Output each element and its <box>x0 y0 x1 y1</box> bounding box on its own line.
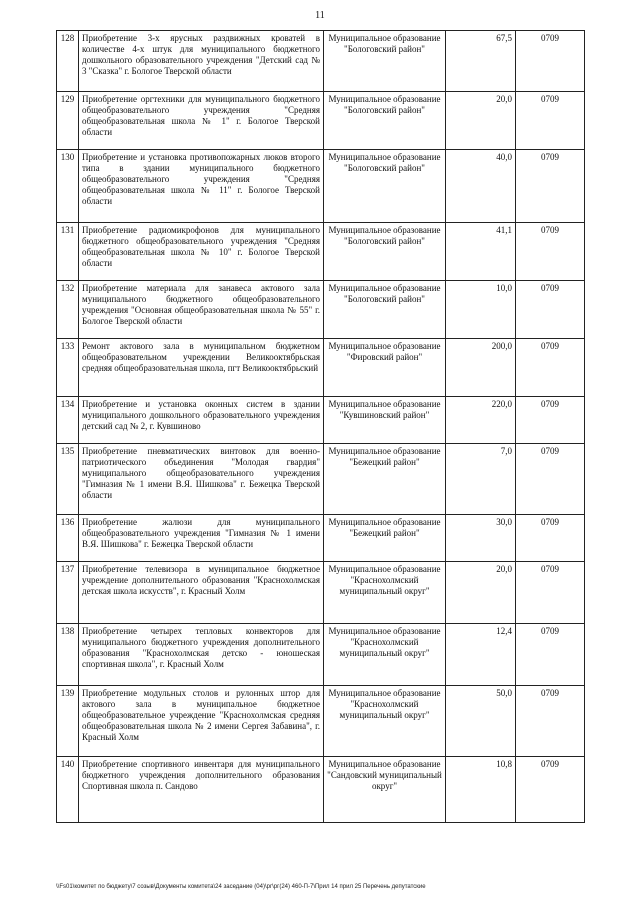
row-amount: 220,0 <box>446 397 516 444</box>
file-path-footer: \\Fs01\комитет по бюджету\7 созыв\Документы комитета\24 заседание (04)\рг\рг(24) 460-П-7\Прил 14 прил 25 Перечень депутатские <box>56 884 426 890</box>
row-description: Приобретение материала для занавеса актового зала муниципального бюджетного общеобразовательного учреждения "Основная общеобразовательная школа № 55" г. Бологое Тверской области <box>79 281 324 339</box>
row-description: Приобретение 3-х ярусных раздвижных кроватей в количестве 4-х штук для муниципального бюджетного дошкольного образовательного учреждения "Детский сад № 3 "Сказка" г. Бологое Тверской области <box>79 31 324 92</box>
row-amount: 50,0 <box>446 686 516 757</box>
row-municipality: Муниципальное образование "Краснохолмский муниципальный округ" <box>324 624 446 686</box>
row-budget-code: 0709 <box>516 397 585 444</box>
row-number: 136 <box>57 515 79 562</box>
row-amount: 40,0 <box>446 150 516 223</box>
row-description: Ремонт актового зала в муниципальном бюджетном общеобразовательном учреждении Великооктябрьская средняя общеобразовательная школа, пгт Великооктябрьский <box>79 339 324 397</box>
table-row <box>57 624 585 686</box>
row-municipality: Муниципальное образование "Бежецкий район" <box>324 515 446 562</box>
table-row <box>57 562 585 624</box>
row-budget-code: 0709 <box>516 686 585 757</box>
row-budget-code: 0709 <box>516 150 585 223</box>
row-amount: 7,0 <box>446 444 516 515</box>
table-row <box>57 515 585 562</box>
row-budget-code: 0709 <box>516 281 585 339</box>
table-row <box>57 281 585 339</box>
row-number: 134 <box>57 397 79 444</box>
row-budget-code: 0709 <box>516 444 585 515</box>
row-municipality: Муниципальное образование "Бологовский район" <box>324 150 446 223</box>
row-number: 128 <box>57 31 79 92</box>
table-row <box>57 31 585 92</box>
table-row <box>57 150 585 223</box>
row-number: 131 <box>57 223 79 281</box>
row-description: Приобретение четырех тепловых конвекторов для муниципального бюджетного учреждения дополнительного образования "Краснохолмская детско - юношеская спортивная школа", г. Красный Холм <box>79 624 324 686</box>
row-municipality: Муниципальное образование "Бологовский район" <box>324 223 446 281</box>
row-municipality: Муниципальное образование "Кувшиновский район" <box>324 397 446 444</box>
row-budget-code: 0709 <box>516 515 585 562</box>
row-municipality: Муниципальное образование "Бежецкий район" <box>324 444 446 515</box>
row-municipality: Муниципальное образование "Бологовский район" <box>324 92 446 150</box>
table-row <box>57 686 585 757</box>
table-row <box>57 223 585 281</box>
page-number: 11 <box>315 10 325 21</box>
row-number: 129 <box>57 92 79 150</box>
row-amount: 200,0 <box>446 339 516 397</box>
row-description: Приобретение модульных столов и рулонных штор для актового зала в муниципальное бюджетное общеобразовательное учреждение "Краснохолмская средняя общеобразовательная школа № 2 имени Сергея Забавина", г. Красный Холм <box>79 686 324 757</box>
row-description: Приобретение оргтехники для муниципального бюджетного общеобразовательного учреждения "Средняя общеобразовательная школа № 1" г. Бологое Тверской области <box>79 92 324 150</box>
row-amount: 30,0 <box>446 515 516 562</box>
row-budget-code: 0709 <box>516 339 585 397</box>
row-number: 132 <box>57 281 79 339</box>
row-budget-code: 0709 <box>516 31 585 92</box>
table-row <box>57 757 585 823</box>
row-number: 130 <box>57 150 79 223</box>
row-amount: 10,0 <box>446 281 516 339</box>
row-municipality: Муниципальное образование "Бологовский район" <box>324 31 446 92</box>
appropriations-table <box>56 30 585 823</box>
row-amount: 10,8 <box>446 757 516 823</box>
row-amount: 12,4 <box>446 624 516 686</box>
row-description: Приобретение радиомикрофонов для муниципального бюджетного общеобразовательного учреждения "Средняя общеобразовательная школа № 10" г. Бологое Тверской области <box>79 223 324 281</box>
row-number: 133 <box>57 339 79 397</box>
row-budget-code: 0709 <box>516 624 585 686</box>
row-number: 139 <box>57 686 79 757</box>
row-description: Приобретение спортивного инвентаря для муниципального бюджетного учреждения дополнительного образования Спортивная школа п. Сандово <box>79 757 324 823</box>
table-row <box>57 397 585 444</box>
row-description: Приобретение телевизора в муниципальное бюджетное учреждение дополнительного образования "Краснохолмская детская школа искусств", г. Красный Холм <box>79 562 324 624</box>
row-description: Приобретение и установка противопожарных люков второго типа в здании муниципального бюджетного общеобразовательного учреждения "Средняя общеобразовательная школа № 11" г. Бологое Тверской области <box>79 150 324 223</box>
row-description: Приобретение пневматических винтовок для военно-патриотического объединения "Молодая гвардия" муниципального общеобразовательного учреждения "Гимназия № 1 имени В.Я. Шишкова" г. Бежецка Тверской области <box>79 444 324 515</box>
row-amount: 67,5 <box>446 31 516 92</box>
row-municipality: Муниципальное образование "Фировский район" <box>324 339 446 397</box>
row-municipality: Муниципальное образование "Сандовский муниципальный округ" <box>324 757 446 823</box>
row-number: 140 <box>57 757 79 823</box>
row-municipality: Муниципальное образование "Краснохолмский муниципальный округ" <box>324 686 446 757</box>
table-row <box>57 92 585 150</box>
row-budget-code: 0709 <box>516 757 585 823</box>
table-row <box>57 444 585 515</box>
row-budget-code: 0709 <box>516 223 585 281</box>
row-municipality: Муниципальное образование "Краснохолмский муниципальный округ" <box>324 562 446 624</box>
row-number: 135 <box>57 444 79 515</box>
row-amount: 41,1 <box>446 223 516 281</box>
row-budget-code: 0709 <box>516 562 585 624</box>
row-amount: 20,0 <box>446 562 516 624</box>
table-row <box>57 339 585 397</box>
row-municipality: Муниципальное образование "Бологовский район" <box>324 281 446 339</box>
row-description: Приобретение и установка оконных систем в здании муниципального дошкольного образовательного учреждения детский сад № 2, г. Кувшиново <box>79 397 324 444</box>
row-number: 138 <box>57 624 79 686</box>
row-number: 137 <box>57 562 79 624</box>
row-description: Приобретение жалюзи для муниципального общеобразовательного учреждения "Гимназия № 1 имени В.Я. Шишкова" г. Бежецка Тверской области <box>79 515 324 562</box>
row-amount: 20,0 <box>446 92 516 150</box>
row-budget-code: 0709 <box>516 92 585 150</box>
